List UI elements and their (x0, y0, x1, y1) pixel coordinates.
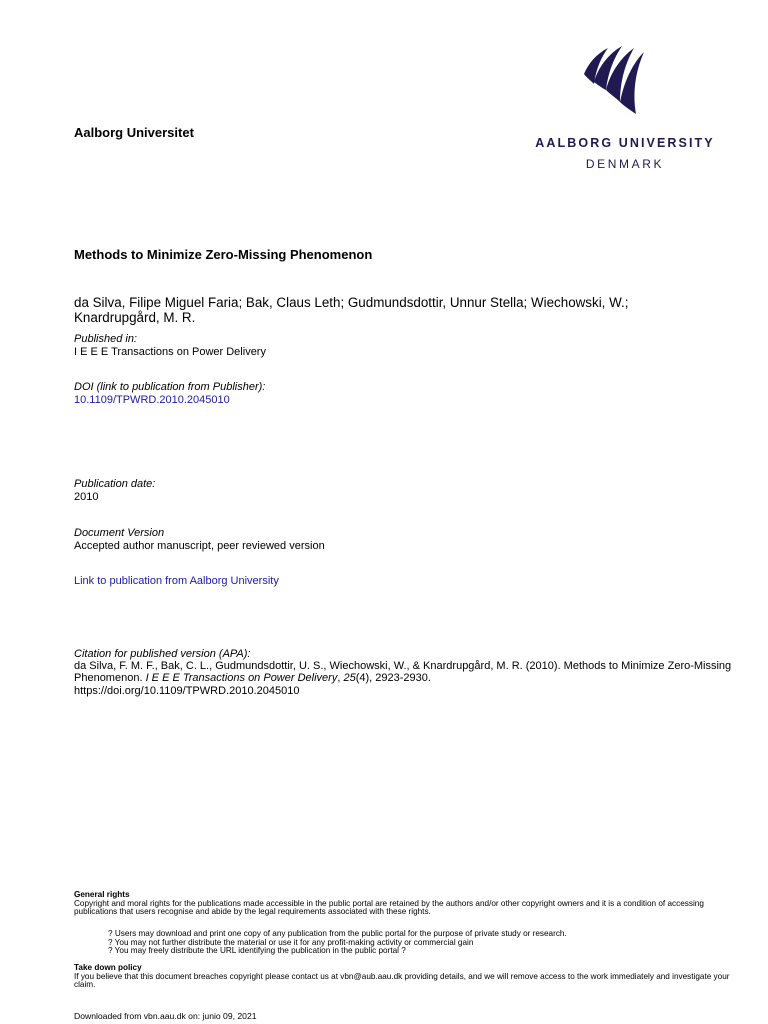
published-in-label: Published in: (74, 333, 137, 345)
citation-label: Citation for published version (APA): (74, 648, 251, 660)
publication-title: Methods to Minimize Zero-Missing Phenomenon (74, 247, 373, 262)
aalborg-university-logo (520, 40, 730, 180)
publication-link[interactable]: Link to publication from Aalborg University (74, 575, 279, 587)
download-info: Downloaded from vbn.aau.dk on: junio 09, 2021 (74, 1011, 257, 1021)
citation-authors-title: da Silva, F. M. F., Bak, C. L., Gudmundsdottir, U. S., Wiechowski, W., & Knardrupgård, M. R. (2010). Methods to Minimize Zero-Missing Phenomenon. (74, 660, 732, 685)
take-down-section (74, 964, 734, 990)
general-rights-section (74, 891, 734, 917)
doi-section (74, 381, 265, 406)
list-item: ? Users may download and print one copy of any publication from the public portal for the purpose of private study or research. (108, 929, 567, 938)
citation-journal: I E E E Transactions on Power Delivery (145, 672, 338, 685)
document-version-value: Accepted author manuscript, peer reviewed version (74, 539, 325, 552)
document-version-section (74, 527, 325, 552)
general-rights-text: Copyright and moral rights for the publications made accessible in the public portal are retained by the authors and/or other copyright owners and it is a condition of accessing publications that users recognise and abide by the legal requirements associated with these rights. (74, 898, 704, 917)
citation-pages: (4), 2923-2930. (355, 672, 431, 685)
publication-date-label: Publication date: (74, 478, 156, 490)
citation-volume: 25 (343, 672, 356, 685)
logo-country: DENMARK (585, 157, 665, 171)
logo-university-name: AALBORG UNIVERSITY (535, 136, 715, 150)
published-in-value: I E E E Transactions on Power Delivery (74, 345, 266, 358)
citation-text (74, 660, 734, 684)
wave-emblem-icon (520, 40, 730, 120)
publication-date-section (74, 478, 155, 503)
doi-link[interactable]: 10.1109/TPWRD.2010.2045010 (74, 393, 230, 406)
take-down-text: If you believe that this document breaches copyright please contact us at vbn@aub.aau.dk providing details, and we will remove access to the work immediately and investigate your claim. (74, 971, 730, 990)
general-rights-heading: General rights (74, 890, 130, 899)
rights-list (108, 930, 728, 956)
citation-section (74, 648, 734, 697)
publication-date-value: 2010 (74, 490, 99, 503)
institution-name: Aalborg Universitet (74, 125, 194, 140)
document-version-label: Document Version (74, 527, 165, 539)
citation-sep: , (337, 672, 344, 685)
doi-label: DOI (link to publication from Publisher): (74, 381, 266, 393)
take-down-heading: Take down policy (74, 963, 142, 972)
publication-link-section (74, 575, 279, 588)
citation-doi-url: https://doi.org/10.1109/TPWRD.2010.2045010 (74, 684, 300, 697)
list-item: ? You may not further distribute the material or use it for any profit-making activity or commercial gain (108, 937, 474, 947)
published-in-section (74, 333, 266, 358)
list-item: ? You may freely distribute the URL identifying the publication in the public portal ? (108, 946, 406, 956)
author-list: da Silva, Filipe Miguel Faria; Bak, Claus Leth; Gudmundsdottir, Unnur Stella; Wiechowski, W.; Knardrupgård, M. R. (74, 295, 629, 325)
